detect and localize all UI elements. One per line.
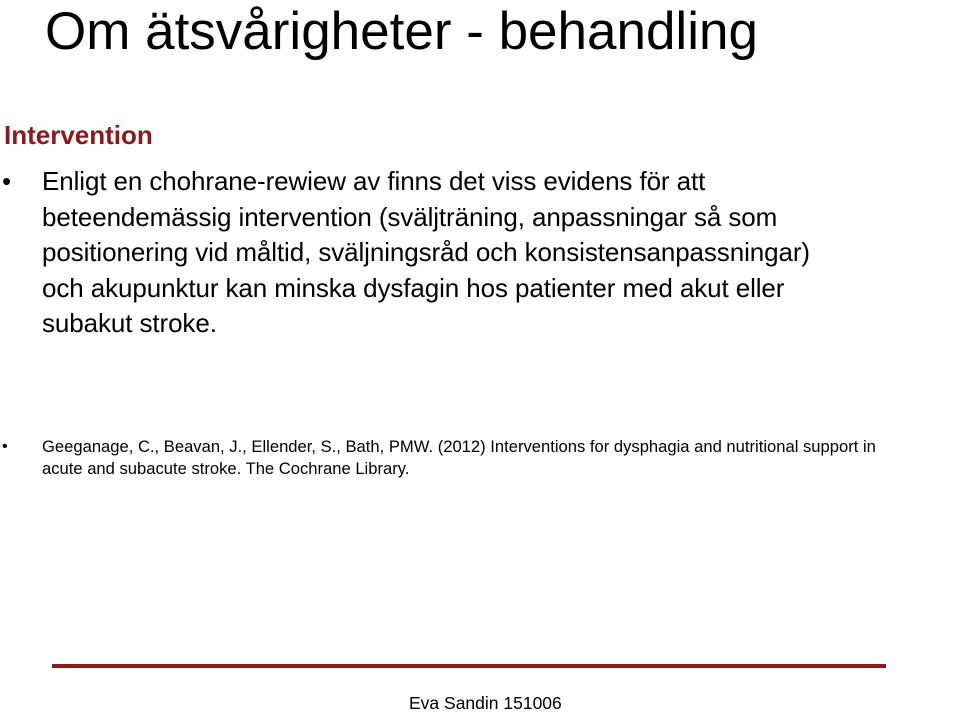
reference-line: Geeganage, C., Beavan, J., Ellender, S., Bath, PMW. (2012) Interventions for dysphagia and nutritional support in xyxy=(42,437,876,456)
bullet-dot-icon: • xyxy=(2,438,8,455)
main-bullet-line: subakut stroke. xyxy=(42,308,217,338)
slide-title: Om ätsvårigheter - behandling xyxy=(45,2,758,61)
footer-divider xyxy=(52,664,886,668)
section-heading: Intervention xyxy=(4,120,153,150)
bullet-dot-icon: • xyxy=(2,166,12,196)
main-bullet-line: beteendemässig intervention (sväljträning, anpassningar så som xyxy=(42,201,778,232)
reference-text xyxy=(42,436,960,480)
main-bullet-line: och akupunktur kan minska dysfagin hos patienter med akut eller xyxy=(42,272,785,303)
reference-line: acute and subacute stroke. The Cochrane Library. xyxy=(42,459,410,478)
main-bullet-line: Enligt en chohrane-rewiew av finns det viss evidens för att xyxy=(42,166,706,196)
main-bullet-text xyxy=(42,164,942,342)
footer-author-date: Eva Sandin 151006 xyxy=(409,693,562,713)
main-bullet-line: positionering vid måltid, sväljningsråd och konsistensanpassningar) xyxy=(42,237,810,267)
